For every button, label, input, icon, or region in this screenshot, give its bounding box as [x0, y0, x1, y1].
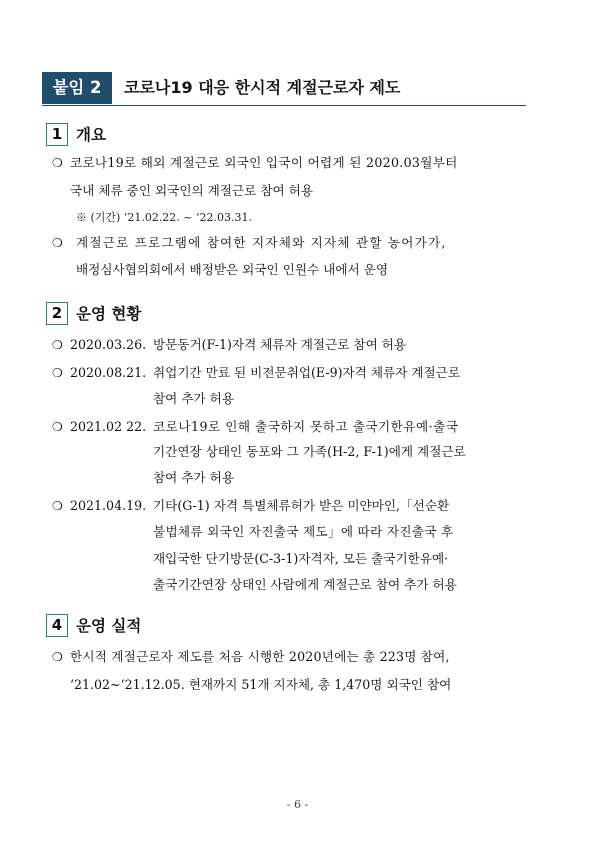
bullet-circle-icon: ❍	[52, 499, 63, 513]
bullet-circle-icon: ❍	[52, 650, 63, 664]
paragraph-line: 계절근로 프로그램에 참여한 지자체와 지자체 관할 농어가가,	[76, 235, 447, 250]
status-line: 취업기간 만료 된 비전문취업(E-9)자격 체류자 계절근로	[153, 365, 461, 380]
bullet-circle-icon: ❍	[52, 366, 63, 380]
section-number-box: 4	[46, 614, 68, 637]
section-number-box: 1	[46, 123, 68, 146]
page-title: 코로나19 대응 한시적 계절근로자 제도	[124, 78, 401, 97]
status-line: 코로나19로 인해 출국하지 못하고 출국기한유예·출국	[153, 419, 459, 434]
bullet-circle-icon: ❍	[52, 236, 63, 250]
paragraph-line: ‘21.02~‘21.12.05. 현재까지 51개 지자체, 총 1,470명 외국인 참여	[70, 677, 452, 692]
status-date: 2021.04.19.	[70, 498, 147, 513]
section-number-box: 2	[46, 302, 68, 325]
status-line: 참여 추가 허용	[153, 391, 234, 406]
status-line: 참여 추가 허용	[153, 470, 234, 485]
paragraph-line: 코로나19로 해외 계절근로 외국인 입국이 어렵게 된 2020.03월부터	[70, 155, 458, 170]
status-line: 출국기간연장 상태인 사람에게 계절근로 참여 추가 허용	[153, 577, 457, 592]
status-date: 2021.02 22.	[70, 419, 147, 434]
bullet-circle-icon: ❍	[52, 420, 63, 434]
status-line: 방문동거(F-1)자격 체류자 계절근로 참여 허용	[153, 337, 407, 352]
section-title: 운영 현황	[76, 305, 142, 323]
section-title: 운영 실적	[76, 617, 142, 635]
document-title-bar	[42, 72, 529, 104]
paragraph-line: 한시적 계절근로자 제도를 처음 시행한 2020년에는 총 223명 참여,	[70, 649, 450, 664]
bullet-circle-icon: ❍	[52, 156, 63, 170]
title-underline	[42, 105, 526, 106]
section-title: 개요	[76, 126, 106, 144]
status-date: 2020.03.26.	[70, 337, 147, 352]
status-line: 불법체류 외국인 자진출국 제도」에 따라 자진출국 후	[153, 524, 454, 539]
paragraph-line: 국내 체류 중인 외국인의 계절근로 참여 허용	[70, 183, 313, 198]
bullet-circle-icon: ❍	[52, 338, 63, 352]
status-date: 2020.08.21.	[70, 365, 147, 380]
period-note: ※ (기간) ‘21.02.22. ~ ‘22.03.31.	[76, 211, 252, 224]
status-line: 기간연장 상태인 동포와 그 가족(H-2, F-1)에게 계절근로	[153, 444, 466, 459]
page-number: - 6 -	[286, 798, 309, 811]
paragraph-line: 배정심사협의회에서 배정받은 외국인 인원수 내에서 운영	[76, 262, 388, 277]
status-line: 기타(G-1) 자격 특별체류허가 받은 미얀마인,「선순환	[153, 498, 450, 513]
title-badge: 붙임 2	[42, 72, 112, 104]
status-line: 재입국한 단기방문(C-3-1)자격자, 모든 출국기한유예·	[153, 551, 449, 566]
